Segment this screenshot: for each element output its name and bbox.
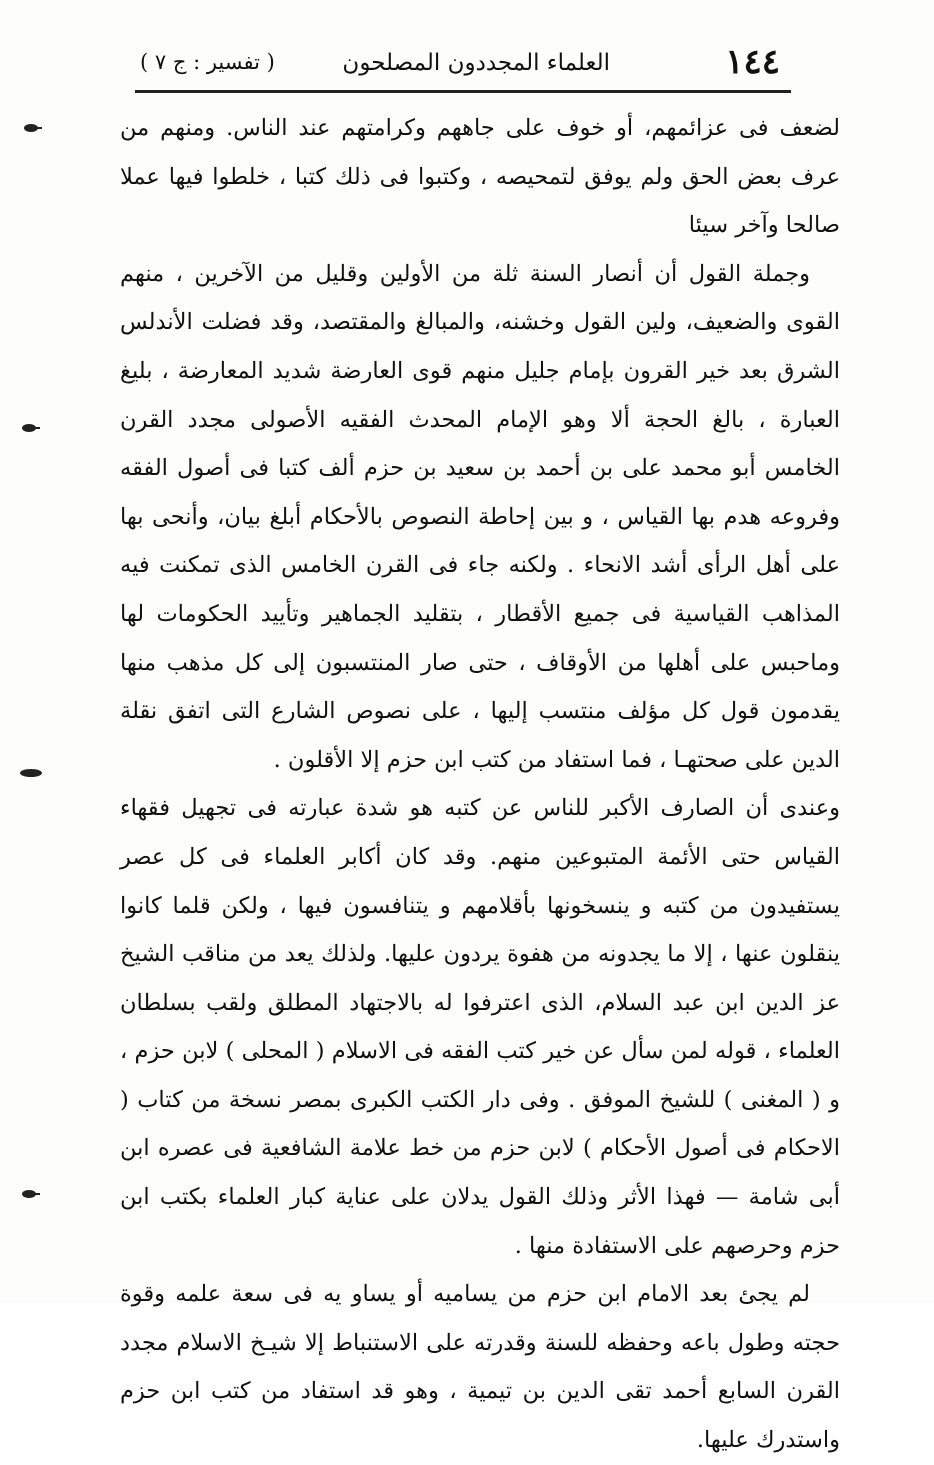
- paragraph-1: لضعف فى عزائمهم، أو خوف على جاههم وكرامتهم عند الناس. ومنهم من عرف بعض الحق ولم يوفق لتمحيصه ، وكتبوا فى ذلك كتبا ، خلطوا فيها عملا صالحا وآخر سيئا: [120, 115, 840, 239]
- binding-mark-4: [22, 1190, 36, 1198]
- binding-mark-3: [20, 769, 42, 777]
- running-title: العلماء المجددون المصلحون: [342, 50, 610, 76]
- page-number: ١٤٤: [725, 42, 780, 82]
- body-text: [120, 104, 840, 1465]
- section-reference: ( تفسير : ج ٧ ): [140, 50, 275, 74]
- page-header: [140, 40, 780, 84]
- paragraph-3: وعندى أن الصارف الأكبر للناس عن كتبه هو شدة عبارته فى تجهيل فقهاء القياس حتى الأئمة المتبوعين منهم. وقد كان أكابر العلماء فى كل عصر يستفيدون من كتبه و ينسخونها بأقلامهم و يتنافسون فيها ، ولكن قلما كانوا ينقلون عنها ، إلا ما يجدونه من هفوة يردون عليها. ولذلك يعد من مناقب الشيخ عز الدين ابن عبد السلام، الذى اعترفوا له بالاجتهاد المطلق ولقب بسلطان العلماء ، قوله لمن سأل عن خير كتب الفقه فى الاسلام ( المحلى ) لابن حزم ، و ( المغنى ) للشيخ الموفق . وفى دار الكتب الكبرى بمصر نسخة من كتاب ( الاحكام فى أصول الأحكام ) لابن حزم من خط علامة الشافعية فى عصره ابن أبى شامة — فهذا الأثر وذلك القول يدلان على عناية كبار العلماء بكتب ابن حزم وحرصهم على الاستفادة منها .: [120, 795, 840, 1259]
- header-rule: [135, 90, 791, 93]
- paragraph-4: لم يجئ بعد الامام ابن حزم من يساميه أو يساو يه فى سعة علمه وقوة حجته وطول باعه وحفظه للسنة وقدرته على الاستنباط إلا شيـخ الاسلام مجدد القرن السابع أحمد تقى الدين بن تيمية ، وهو قد استفاد من كتب ابن حزم واستدرك عليها.: [120, 1281, 840, 1454]
- paragraph-2: وجملة القول أن أنصار السنة ثلة من الأولين وقليل من الآخرين ، منهم القوى والضعيف، ولين القول وخشنه، والمبالغ والمقتصد، وقد فضلت الأندلس الشرق بعد خير القرون بإمام جليل منهم قوى العارضة شديد المعارضة ، بليغ العبارة ، بالغ الحجة ألا وهو الإمام المحدث الفقيه الأصولى مجدد القرن الخامس أبو محمد على بن أحمد بن سعيد بن حزم ألف كتبا فى أصول الفقه وفروعه هدم بها القياس ، و بين إحاطة النصوص بالأحكام أبلغ بيان، وأنحى بها على أهل الرأى أشد الانحاء . ولكنه جاء فى القرن الخامس الذى تمكنت فيه المذاهب القياسية فى جميع الأقطار ، بتقليد الجماهير وتأييد الحكومات لها وماحبس على أهلها من الأوقاف ، حتى صار المنتسبون إلى كل مذهب منها يقدمون قول كل مؤلف منتسب إليها ، على نصوص الشارع التى اتفق نقلة الدين على صحتهـا ، فما استفاد من كتب ابن حزم إلا الأقلون .: [120, 260, 840, 773]
- binding-mark-1: [24, 124, 38, 132]
- binding-mark-2: [22, 424, 36, 432]
